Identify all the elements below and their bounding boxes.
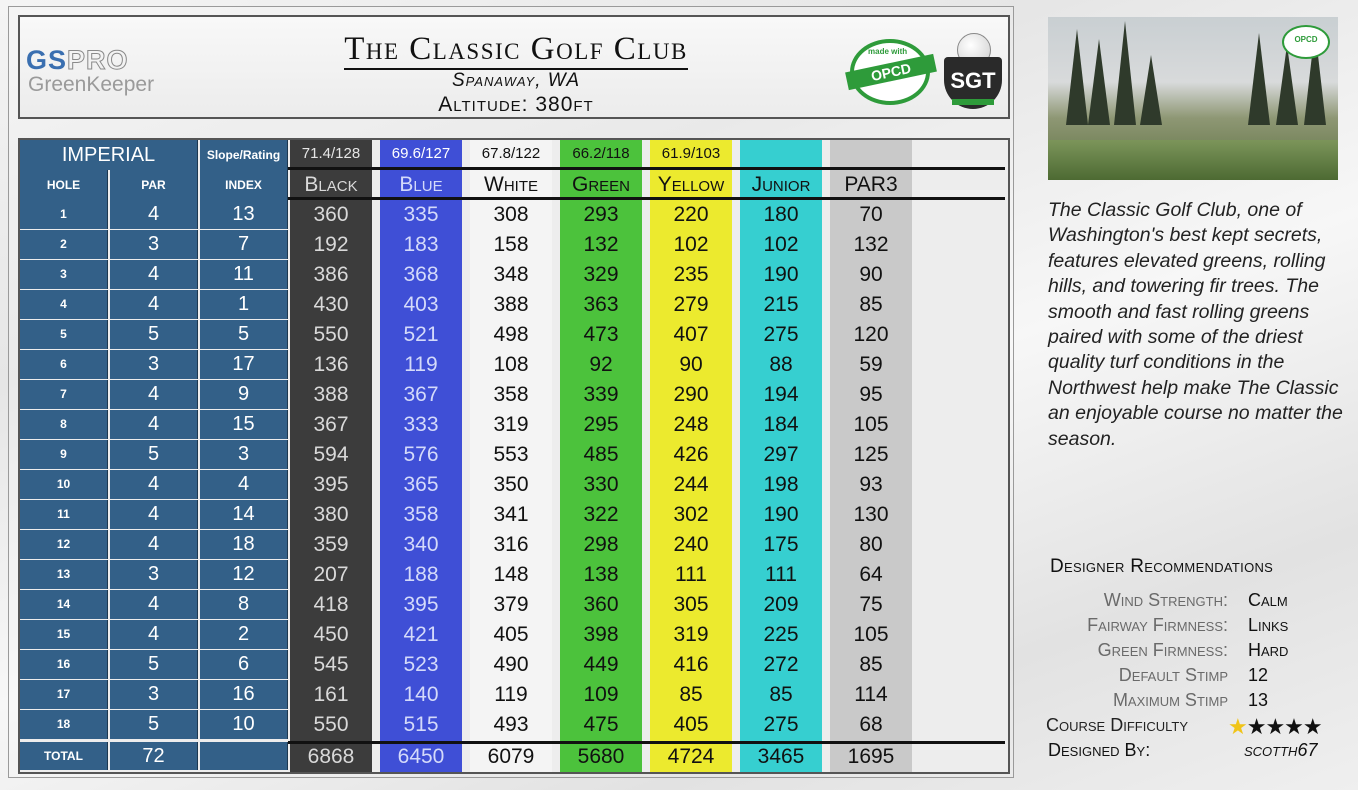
opcd-badge-icon: OPCD [1282,25,1330,59]
tee-yardage: 380 [313,503,349,526]
tee-yardage: 209 [763,593,799,616]
hole-number: 17 [20,680,108,709]
hole-number: 6 [20,350,108,379]
tee-yardage: 175 [763,533,799,556]
tee-yardage: 358 [403,503,439,526]
tee-name: Blue [399,173,443,196]
tee-yardage: 92 [589,353,613,376]
hole-par: 4 [110,380,198,409]
hole-number: 15 [20,620,108,649]
tee-yardage: 360 [583,593,619,616]
tee-yardage: 550 [313,713,349,736]
tee-name: Black [304,173,358,196]
tee-yardage: 379 [493,593,529,616]
tee-yardage: 407 [673,323,709,346]
tee-total: 3465 [757,745,805,768]
tee-yardage: 335 [403,203,439,226]
tee-yardage: 119 [494,683,528,706]
tee-yardage: 405 [493,623,529,646]
tee-yardage: 339 [583,383,619,406]
tee-yardage: 207 [313,563,349,586]
tee-yardage: 130 [853,503,889,526]
tee-yardage: 295 [583,413,619,436]
hole-index: 10 [200,710,288,739]
tee-yardage: 125 [853,443,889,466]
tee-yardage: 341 [493,503,529,526]
tee-yardage: 322 [583,503,619,526]
tee-yardage: 319 [493,413,529,436]
tee-yardage: 192 [313,233,349,256]
tee-total: 6868 [307,745,355,768]
hole-number: 18 [20,710,108,739]
tee-yardage: 473 [583,323,619,346]
tee-rating: 67.8/122 [481,145,541,162]
tee-yardage: 111 [675,563,707,586]
hole-index: 15 [200,410,288,439]
tee-yardage: 395 [313,473,349,496]
total-rule [288,741,1005,744]
slope-rating-label: Slope/Rating [200,140,288,170]
tee-yardage: 340 [403,533,439,556]
tee-yardage: 388 [493,293,529,316]
hole-number: 8 [20,410,108,439]
tee-yardage: 395 [403,593,439,616]
hole-number: 7 [20,380,108,409]
tee-yardage: 319 [673,623,709,646]
tee-yardage: 398 [583,623,619,646]
tee-yardage: 148 [493,563,529,586]
tee-name: Junior [751,173,811,196]
hole-index: 5 [200,320,288,349]
opcd-logo: made with OPCD [850,39,930,105]
tee-yardage: 215 [763,293,799,316]
header-rule-bottom [288,197,1005,200]
tee-yardage: 225 [763,623,799,646]
tee-yardage: 85 [859,293,883,316]
tee-name: Yellow [657,173,725,196]
tee-yardage: 368 [403,263,439,286]
tee-yardage: 85 [679,683,703,706]
tee-yardage: 190 [763,263,799,286]
tee-yardage: 240 [673,533,709,556]
course-title: The Classic Golf Club [20,31,1012,68]
tee-yardage: 194 [763,383,799,406]
tee-yardage: 450 [313,623,349,646]
tee-total: 6079 [487,745,535,768]
course-location: Spanaway, WA [451,70,581,91]
hole-par: 4 [110,590,198,619]
hole-index: 12 [200,560,288,589]
hole-index: 14 [200,500,288,529]
hole-par: 3 [110,350,198,379]
hole-par: 5 [110,440,198,469]
par-total: 72 [110,742,198,770]
hole-par: 3 [110,680,198,709]
difficulty-stars: ★★★★★ [1228,714,1322,739]
tee-yardage: 140 [403,683,439,706]
hole-par: 4 [110,470,198,499]
index-header: INDEX [200,170,288,200]
tee-yardage: 80 [859,533,883,556]
tee-yardage: 90 [859,263,883,286]
tee-yardage: 360 [313,203,349,226]
tee-yardage: 105 [853,623,889,646]
tee-yardage: 358 [493,383,529,406]
tee-yardage: 279 [673,293,709,316]
hole-par: 4 [110,500,198,529]
tee-total: 6450 [397,745,445,768]
tee-yardage: 111 [765,563,797,586]
tee-yardage: 158 [493,233,529,256]
tee-yardage: 426 [673,443,709,466]
tee-yardage: 180 [763,203,799,226]
tee-yardage: 59 [859,353,883,376]
recommendation-label: Maximum Stimp [1112,690,1228,710]
hole-par: 5 [110,650,198,679]
tee-yardage: 220 [673,203,709,226]
par-header: PAR [110,170,198,200]
tee-yardage: 85 [859,653,883,676]
tee-rating: 61.9/103 [661,145,721,162]
hole-index: 16 [200,680,288,709]
tee-yardage: 550 [313,323,349,346]
tee-yardage: 329 [583,263,619,286]
tee-yardage: 418 [313,593,349,616]
tee-yardage: 248 [673,413,709,436]
recommendation-value: Calm [1248,590,1288,610]
tee-yardage: 132 [583,233,619,256]
tee-rating: 66.2/118 [572,145,630,162]
total-label: TOTAL [20,742,108,770]
tee-yardage: 190 [763,503,799,526]
hole-number: 16 [20,650,108,679]
hole-par: 3 [110,230,198,259]
tee-rating: 71.4/128 [301,145,361,162]
recommendation-label: Course Difficulty [1046,715,1188,735]
tee-yardage: 275 [763,323,799,346]
recommendation-row [1040,590,1350,615]
hole-index: 11 [200,260,288,289]
hole-number: 9 [20,440,108,469]
tee-yardage: 102 [763,233,799,256]
hole-number: 4 [20,290,108,319]
designed-by-label: Designed By: [1048,740,1151,760]
hole-index: 8 [200,590,288,619]
tee-yardage: 553 [493,443,529,466]
hole-number: 12 [20,530,108,559]
hole-index: 9 [200,380,288,409]
tee-yardage: 316 [493,533,529,556]
hole-number: 13 [20,560,108,589]
tee-yardage: 333 [403,413,439,436]
hole-par: 4 [110,290,198,319]
recommendation-value: 12 [1248,665,1269,685]
tee-yardage: 102 [673,233,709,256]
hole-index: 2 [200,620,288,649]
hole-par: 4 [110,410,198,439]
tee-yardage: 403 [403,293,439,316]
tee-yardage: 298 [583,533,619,556]
tee-rating: 69.6/127 [391,145,451,162]
tee-yardage: 85 [769,683,793,706]
tee-name: PAR3 [844,173,898,196]
tee-yardage: 365 [403,473,439,496]
tee-yardage: 350 [493,473,529,496]
hole-index: 6 [200,650,288,679]
greenkeeper-logo-text: GreenKeeper [28,73,155,96]
tee-yardage: 88 [769,353,793,376]
tee-yardage: 485 [583,443,619,466]
tee-yardage: 498 [493,323,529,346]
tee-yardage: 114 [854,683,888,706]
tee-yardage: 120 [853,323,889,346]
hole-index: 13 [200,200,288,229]
tee-yardage: 198 [763,473,799,496]
hole-number: 11 [20,500,108,529]
tee-name: White [484,173,538,196]
tee-total: 4724 [667,745,715,768]
tee-yardage: 421 [403,623,439,646]
tee-yardage: 523 [403,653,439,676]
hole-number: 2 [20,230,108,259]
hole-number: 10 [20,470,108,499]
hole-par: 5 [110,320,198,349]
tee-yardage: 490 [493,653,529,676]
tee-yardage: 272 [763,653,799,676]
tee-yardage: 416 [673,653,709,676]
tee-yardage: 138 [583,563,619,586]
tee-yardage: 297 [763,443,799,466]
hole-number: 1 [20,200,108,229]
tee-yardage: 493 [493,713,529,736]
tee-yardage: 348 [493,263,529,286]
sgt-logo: SGT [942,27,1004,111]
recommendation-row [1040,615,1350,640]
tee-yardage: 594 [313,443,349,466]
tee-yardage: 367 [313,413,349,436]
course-description: The Classic Golf Club, one of Washington's best kept secrets, features elevated greens, rolling hills, and towering fir trees. The smooth and fast rolling greens paired with some of the driest quality turf conditions in the Northwest help make The Classic an enjoyable course no matter the season. [1048,199,1343,450]
recommendation-label: Wind Strength: [1103,590,1228,610]
recommendation-row [1040,690,1350,715]
tee-yardage: 330 [583,473,619,496]
recommendation-value: 13 [1248,690,1269,710]
tee-total: 5680 [577,745,625,768]
tee-yardage: 293 [583,203,619,226]
tee-yardage: 359 [313,533,349,556]
tee-yardage: 405 [673,713,709,736]
hole-par: 4 [110,200,198,229]
tee-yardage: 136 [313,353,349,376]
tee-yardage: 161 [313,683,349,706]
tee-yardage: 576 [403,443,439,466]
gspro-logo: GSPRO [26,45,129,75]
scorecard-table [18,138,1010,774]
course-altitude: Altitude: 380ft [438,93,594,116]
tee-yardage: 93 [859,473,883,496]
tee-yardage: 367 [403,383,439,406]
tee-yardage: 109 [583,683,619,706]
tee-yardage: 244 [673,473,709,496]
recommendation-label: Default Stimp [1118,665,1228,685]
tee-yardage: 475 [583,713,619,736]
hole-index: 7 [200,230,288,259]
tee-yardage: 235 [673,263,709,286]
tee-yardage: 184 [763,413,799,436]
recommendation-label: Fairway Firmness: [1087,615,1228,635]
tee-name: Green [571,173,630,196]
course-photo [1048,17,1338,180]
tee-yardage: 108 [493,353,529,376]
hole-index: 17 [200,350,288,379]
hole-par: 4 [110,620,198,649]
tee-yardage: 75 [859,593,883,616]
tee-yardage: 363 [583,293,619,316]
tee-yardage: 545 [313,653,349,676]
tee-yardage: 132 [853,233,889,256]
hole-par: 4 [110,260,198,289]
tee-yardage: 521 [403,323,439,346]
tee-yardage: 188 [403,563,439,586]
hole-par: 4 [110,530,198,559]
tee-yardage: 430 [313,293,349,316]
tee-yardage: 90 [679,353,703,376]
tee-yardage: 449 [583,653,619,676]
hole-index: 4 [200,470,288,499]
tee-yardage: 70 [859,203,883,226]
tee-yardage: 290 [673,383,709,406]
tee-yardage: 308 [493,203,529,226]
tee-total: 1695 [847,745,895,768]
recommendation-row [1040,665,1350,690]
hole-number: 5 [20,320,108,349]
hole-index: 3 [200,440,288,469]
tee-yardage: 119 [404,353,438,376]
hole-par: 3 [110,560,198,589]
hole-number: 3 [20,260,108,289]
tee-yardage: 515 [403,713,439,736]
recommendations-title: Designer Recommendations [1050,556,1274,577]
hole-par: 5 [110,710,198,739]
hole-number: 14 [20,590,108,619]
tee-yardage: 305 [673,593,709,616]
tee-yardage: 64 [859,563,883,586]
recommendation-value: Links [1248,615,1289,635]
tee-yardage: 386 [313,263,349,286]
course-header [18,15,1010,119]
tee-yardage: 183 [403,233,439,256]
imperial-label: IMPERIAL [20,140,198,170]
tee-yardage: 95 [859,383,883,406]
recommendation-row [1040,640,1350,665]
hole-header: HOLE [20,170,108,200]
hole-index: 18 [200,530,288,559]
tee-yardage: 388 [313,383,349,406]
recommendation-label: Green Firmness: [1097,640,1228,660]
designer-name: scotth67 [1244,740,1318,760]
tee-yardage: 275 [763,713,799,736]
header-rule-top [288,167,1005,170]
tee-yardage: 68 [859,713,883,736]
hole-index: 1 [200,290,288,319]
index-total-blank [200,742,288,770]
recommendation-value: Hard [1248,640,1289,660]
tee-yardage: 302 [673,503,709,526]
tee-yardage: 105 [853,413,889,436]
